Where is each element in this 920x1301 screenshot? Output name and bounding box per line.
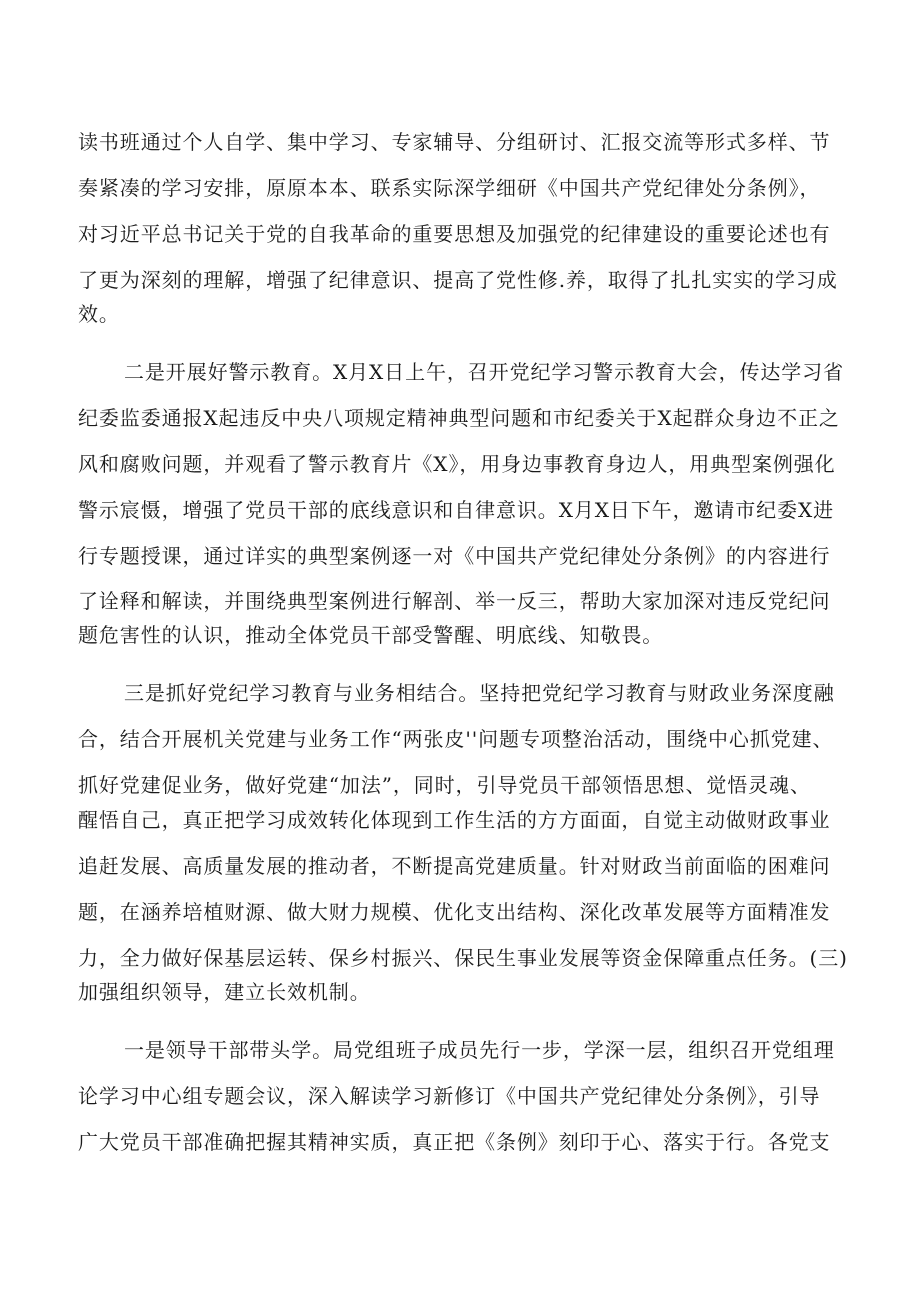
- paragraph-3-line-5: 追赶发展、高质量发展的推动者，不断提高党建质量。针对财政当前面临的困难问: [78, 854, 831, 878]
- paragraph-3-line-8: 加强组织领导，建立长效机制。: [78, 980, 371, 1004]
- paragraph-2-line-5: 行专题授课，通过详实的典型案例逐一对《中国共产党纪律处分条例》的内容进行: [78, 544, 831, 568]
- paragraph-1-line-5: 效。: [78, 302, 120, 326]
- paragraph-2-line-6: 了诠释和解读，并围绕典型案例进行解剖、举一反三，帮助大家加深对违反党纪问: [78, 589, 831, 613]
- paragraph-2-line-2: 纪委监委通报X起违反中央八项规定精神典型问题和市纪委关于X起群众身边不正之: [78, 406, 840, 430]
- paragraph-2-line-4: 警示宸慑，增强了党员干部的底线意识和自律意识。X月X日下午，邀请市纪委X进: [78, 498, 835, 522]
- paragraph-3-line-3: 抓好党建促业务，做好党建“加法”，同时，引导党员干部领悟思想、觉悟灵魂、: [78, 773, 811, 797]
- paragraph-4-line-1: 一是领导干部带头学。局党组班子成员先行一步，学深一层，组织召开党组理: [124, 1038, 835, 1062]
- paragraph-1-line-2: 奏紧凑的学习安排，原原本本、联系实际深学细研《中国共产党纪律处分条例》，: [78, 176, 821, 200]
- paragraph-3-line-4: 醒悟自己，真正把学习成效转化体现到工作生活的方方面面，自觉主动做财政事业: [78, 808, 831, 832]
- paragraph-4-line-3: 广大党员干部准确把握其精神实质，真正把《条例》刻印于心、落实于行。各党支: [78, 1130, 831, 1154]
- paragraph-3-line-7: 力，全力做好保基层运转、保乡村振兴、保民生事业发展等资金保障重点任务。(三): [78, 946, 848, 970]
- paragraph-3-line-6: 题，在涵养培植财源、做大财力规模、优化支出结构、深化改革发展等方面精准发: [78, 900, 831, 924]
- paragraph-1-line-3: 对习近平总书记关于党的自我革命的重要思想及加强党的纪律建设的重要论述也有: [78, 222, 831, 246]
- paragraph-2-line-7: 题危害性的认识，推动全体党员干部受警醒、明底线、知敬畏。: [78, 623, 664, 647]
- paragraph-4-line-2: 论学习中心组专题会议，深入解读学习新修订《中国共产党纪律处分条例》，引导: [78, 1084, 821, 1108]
- paragraph-2-line-3: 风和腐败问题，并观看了警示教育片《X》，用身边事教育身边人，用典型案例强化: [78, 452, 836, 476]
- paragraph-3-line-1: 三是抓好党纪学习教育与业务相结合。坚持把党纪学习教育与财政业务深度融: [124, 681, 835, 705]
- paragraph-3-line-2: 合，结合开展机关党建与业务工作“两张皮''问题专项整治活动，围绕中心抓党建、: [78, 727, 834, 751]
- paragraph-1-line-4: 了更为深刻的理解，增强了纪律意识、提高了党性修.养，取得了扎扎实实的学习成: [78, 268, 838, 292]
- paragraph-2-line-1: 二是开展好警示教育。X月X日上午，召开党纪学习警示教育大会，传达学习省: [124, 360, 844, 384]
- paragraph-1-line-1: 读书班通过个人自学、集中学习、专家辅导、分组研讨、汇报交流等形式多样、节: [78, 130, 831, 154]
